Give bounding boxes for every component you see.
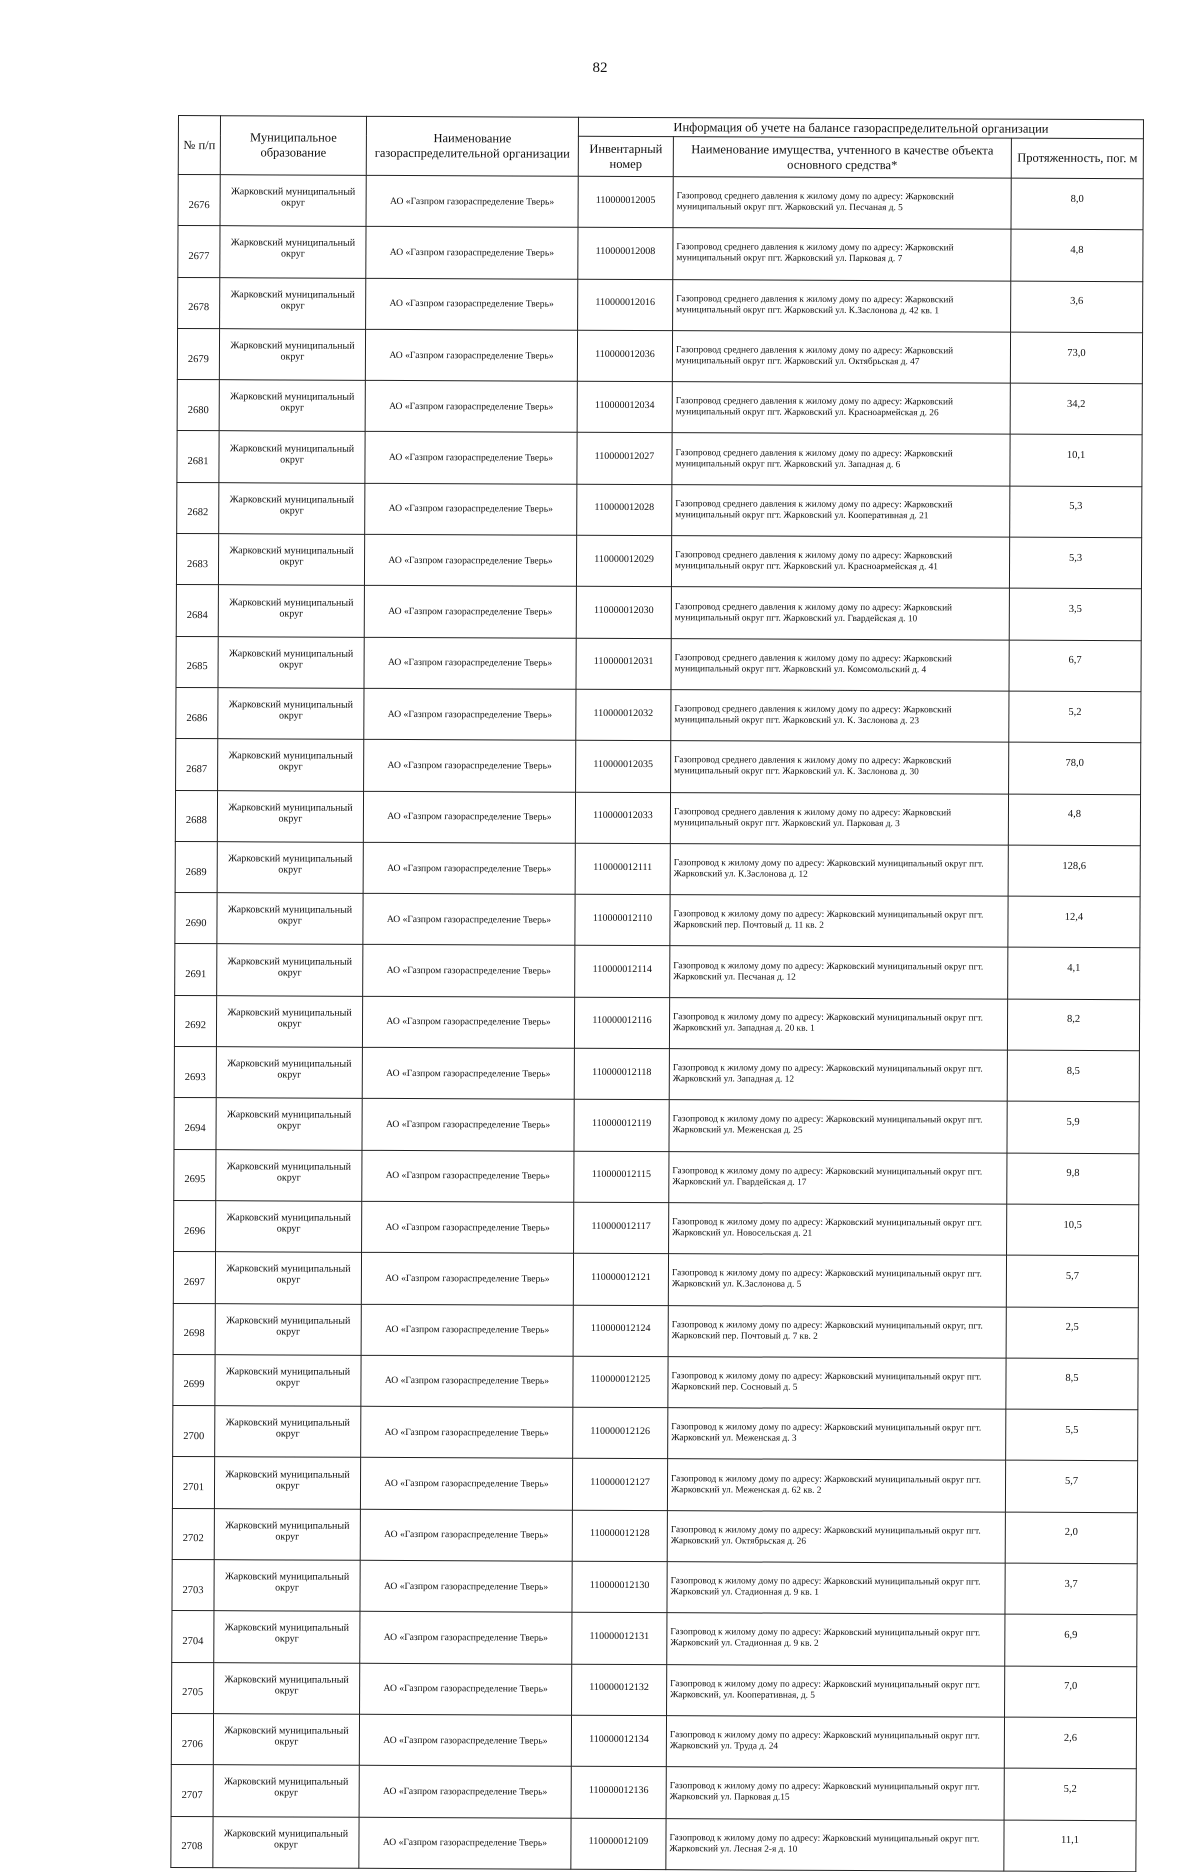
municipality-cell: Жарковский муниципальный округ	[216, 1201, 362, 1253]
header-municipality: Муниципальное образование	[220, 116, 366, 176]
organization-cell: АО «Газпром газораспределение Тверь»	[363, 893, 575, 945]
organization-cell: АО «Газпром газораспределение Тверь»	[363, 791, 575, 843]
length-cell: 11,1	[1004, 1820, 1136, 1872]
length-cell: 5,2	[1009, 691, 1141, 743]
municipality-cell: Жарковский муниципальный округ	[220, 226, 366, 278]
organization-cell: АО «Газпром газораспределение Тверь»	[364, 740, 576, 792]
table-row	[173, 1252, 1138, 1308]
inventory-number-cell: 110000012136	[571, 1766, 666, 1818]
asset-name-cell: Газопровод к жилому дому по адресу: Жарковский муниципальный округ пгт. Жарковский ул. Западная д. 12	[669, 1049, 1007, 1102]
organization-cell: АО «Газпром газораспределение Тверь»	[365, 483, 577, 535]
table-row	[176, 585, 1141, 641]
asset-name-cell: Газопровод к жилому дому по адресу: Жарковский муниципальный округ пгт. Жарковский пер. Сосновый д. 5	[668, 1356, 1006, 1409]
inventory-number-cell: 110000012128	[572, 1510, 667, 1562]
gas-pipeline-table-container	[170, 115, 1143, 1872]
table-row	[173, 1406, 1138, 1462]
organization-cell: АО «Газпром газораспределение Тверь»	[364, 534, 576, 586]
length-cell: 4,1	[1008, 948, 1140, 1000]
asset-name-cell: Газопровод к жилому дому по адресу: Жарковский муниципальный округ пгт. Жарковский ул. Стадионная д. 9 кв. 1	[667, 1562, 1005, 1615]
asset-name-cell: Газопровод среднего давления к жилому дому по адресу: Жарковский муниципальный округ пгт. Жарковский ул. Кооперативная д. 21	[672, 484, 1010, 537]
asset-name-cell: Газопровод среднего давления к жилому дому по адресу: Жарковский муниципальный округ пгт. Жарковский ул. К.Заслонова д. 42 кв. 1	[673, 279, 1011, 332]
municipality-cell: Жарковский муниципальный округ	[213, 1765, 359, 1817]
inventory-number-cell: 110000012029	[576, 535, 671, 587]
length-cell: 3,5	[1009, 589, 1141, 641]
table-header	[178, 116, 1143, 179]
row-number: 2707	[171, 1765, 213, 1816]
inventory-number-cell: 110000012131	[572, 1613, 667, 1665]
inventory-number-cell: 110000012124	[573, 1305, 668, 1357]
organization-cell: АО «Газпром газораспределение Тверь»	[362, 1099, 574, 1151]
table-row	[177, 328, 1142, 384]
table-row	[171, 1713, 1136, 1769]
municipality-cell: Жарковский муниципальный округ	[219, 482, 365, 534]
inventory-number-cell: 110000012033	[575, 792, 670, 844]
organization-cell: АО «Газпром газораспределение Тверь»	[360, 1663, 572, 1715]
asset-name-cell: Газопровод среднего давления к жилому дому по адресу: Жарковский муниципальный округ пгт. Жарковский ул. Красноармейская д. 26	[672, 382, 1010, 435]
header-balance-info: Информация об учете на балансе газораспределительной организации	[578, 117, 1143, 138]
organization-cell: АО «Газпром газораспределение Тверь»	[359, 1766, 571, 1818]
organization-cell: АО «Газпром газораспределение Тверь»	[359, 1714, 571, 1766]
asset-name-cell: Газопровод среднего давления к жилому дому по адресу: Жарковский муниципальный округ пгт. Жарковский ул. Западная д. 6	[672, 433, 1010, 486]
inventory-number-cell: 110000012005	[578, 176, 673, 228]
table-row	[175, 841, 1140, 897]
header-inventory: Инвентарный номер	[578, 136, 673, 176]
inventory-number-cell: 110000012118	[574, 1048, 669, 1100]
table-row	[178, 175, 1143, 231]
length-cell: 5,7	[1006, 1255, 1138, 1307]
row-number: 2678	[178, 277, 220, 328]
length-cell: 5,9	[1007, 1101, 1139, 1153]
page-number: 82	[592, 60, 608, 76]
organization-cell: АО «Газпром газораспределение Тверь»	[359, 1817, 571, 1869]
organization-cell: АО «Газпром газораспределение Тверь»	[360, 1458, 572, 1510]
organization-cell: АО «Газпром газораспределение Тверь»	[361, 1406, 573, 1458]
asset-name-cell: Газопровод среднего давления к жилому дому по адресу: Жарковский муниципальный округ пгт. Жарковский ул. Октябрьская д. 47	[672, 331, 1010, 384]
length-cell: 10,1	[1010, 435, 1142, 487]
table-row	[174, 1149, 1139, 1205]
row-number: 2690	[175, 893, 217, 944]
length-cell: 10,5	[1007, 1204, 1139, 1256]
asset-name-cell: Газопровод среднего давления к жилому дому по адресу: Жарковский муниципальный округ пгт. Жарковский ул. Комсомольский д. 4	[671, 638, 1009, 691]
length-cell: 5,2	[1004, 1768, 1136, 1820]
municipality-cell: Жарковский муниципальный округ	[217, 944, 363, 996]
length-cell: 3,7	[1005, 1563, 1137, 1615]
municipality-cell: Жарковский муниципальный округ	[214, 1662, 360, 1714]
length-cell: 3,6	[1011, 281, 1143, 333]
organization-cell: АО «Газпром газораспределение Тверь»	[363, 842, 575, 894]
length-cell: 5,3	[1010, 486, 1142, 538]
header-asset: Наименование имущества, учтенного в качестве объекта основного средства*	[673, 137, 1011, 178]
asset-name-cell: Газопровод к жилому дому по адресу: Жарковский муниципальный округ пгт. Жарковский ул. Меженская д. 62 кв. 2	[667, 1459, 1005, 1512]
inventory-number-cell: 110000012130	[572, 1561, 667, 1613]
asset-name-cell: Газопровод к жилому дому по адресу: Жарковский муниципальный округ пгт. Жарковский ул. К.Заслонова д. 5	[668, 1254, 1006, 1307]
length-cell: 6,9	[1005, 1614, 1137, 1666]
row-number: 2687	[176, 739, 218, 790]
municipality-cell: Жарковский муниципальный округ	[216, 1098, 362, 1150]
length-cell: 8,0	[1011, 178, 1143, 230]
row-number: 2684	[176, 585, 218, 636]
row-number: 2702	[172, 1508, 214, 1559]
length-cell: 8,5	[1007, 1050, 1139, 1102]
length-cell: 2,5	[1006, 1307, 1138, 1359]
row-number: 2683	[176, 534, 218, 585]
municipality-cell: Жарковский муниципальный округ	[216, 995, 362, 1047]
length-cell: 12,4	[1008, 896, 1140, 948]
table-row	[176, 739, 1141, 795]
inventory-number-cell: 110000012119	[574, 1100, 669, 1152]
header-num: № п/п	[178, 116, 220, 175]
municipality-cell: Жарковский муниципальный округ	[214, 1457, 360, 1509]
municipality-cell: Жарковский муниципальный округ	[220, 277, 366, 329]
length-cell: 4,8	[1011, 229, 1143, 281]
inventory-number-cell: 110000012121	[573, 1253, 668, 1305]
municipality-cell: Жарковский муниципальный округ	[214, 1508, 360, 1560]
municipality-cell: Жарковский муниципальный округ	[219, 431, 365, 483]
organization-cell: АО «Газпром газораспределение Тверь»	[366, 278, 578, 330]
length-cell: 7,0	[1005, 1666, 1137, 1718]
table-body	[171, 175, 1143, 1872]
row-number: 2691	[175, 944, 217, 995]
asset-name-cell: Газопровод к жилому дому по адресу: Жарковский муниципальный округ пгт. Жарковский ул. Новосельская д. 21	[669, 1203, 1007, 1256]
asset-name-cell: Газопровод к жилому дому по адресу: Жарковский муниципальный округ пгт. Жарковский, ул. Кооперативная, д. 5	[667, 1664, 1005, 1717]
row-number: 2696	[174, 1200, 216, 1251]
asset-name-cell: Газопровод к жилому дому по адресу: Жарковский муниципальный округ пгт. Жарковский ул. Западная д. 20 кв. 1	[669, 997, 1007, 1050]
table-row	[175, 944, 1140, 1000]
row-number: 2676	[178, 175, 220, 226]
table-row	[177, 482, 1142, 538]
inventory-number-cell: 110000012115	[574, 1151, 669, 1203]
row-number: 2693	[174, 1047, 216, 1098]
row-number: 2689	[175, 841, 217, 892]
municipality-cell: Жарковский муниципальный округ	[216, 1149, 362, 1201]
organization-cell: АО «Газпром газораспределение Тверь»	[362, 996, 574, 1048]
table-row	[172, 1508, 1137, 1564]
municipality-cell: Жарковский муниципальный округ	[217, 790, 363, 842]
inventory-number-cell: 110000012028	[577, 484, 672, 536]
table-row	[174, 1098, 1139, 1154]
row-number: 2679	[177, 328, 219, 379]
row-number: 2704	[172, 1611, 214, 1662]
row-number: 2708	[171, 1816, 213, 1867]
length-cell: 2,6	[1004, 1717, 1136, 1769]
asset-name-cell: Газопровод среднего давления к жилому дому по адресу: Жарковский муниципальный округ пгт. Жарковский ул. Парковая д. 7	[673, 228, 1011, 281]
organization-cell: АО «Газпром газораспределение Тверь»	[364, 586, 576, 638]
municipality-cell: Жарковский муниципальный округ	[217, 842, 363, 894]
row-number: 2699	[173, 1354, 215, 1405]
municipality-cell: Жарковский муниципальный округ	[217, 893, 363, 945]
asset-name-cell: Газопровод к жилому дому по адресу: Жарковский муниципальный округ пгт. Жарковский ул. Стадионная д. 9 кв. 2	[667, 1613, 1005, 1666]
inventory-number-cell: 110000012016	[578, 279, 673, 331]
asset-name-cell: Газопровод к жилому дому по адресу: Жарковский муниципальный округ пгт. Жарковский ул. Лесная 2-я д. 10	[666, 1818, 1004, 1871]
municipality-cell: Жарковский муниципальный округ	[218, 739, 364, 791]
organization-cell: АО «Газпром газораспределение Тверь»	[365, 432, 577, 484]
table-row	[174, 1200, 1139, 1256]
table-row	[171, 1816, 1136, 1872]
row-number: 2681	[177, 431, 219, 482]
municipality-cell: Жарковский муниципальный округ	[220, 175, 366, 227]
inventory-number-cell: 110000012035	[576, 741, 671, 793]
row-number: 2703	[172, 1560, 214, 1611]
asset-name-cell: Газопровод среднего давления к жилому дому по адресу: Жарковский муниципальный округ пгт. Жарковский ул. Парковая д. 3	[670, 792, 1008, 845]
inventory-number-cell: 110000012027	[577, 433, 672, 485]
inventory-number-cell: 110000012111	[575, 843, 670, 895]
municipality-cell: Жарковский муниципальный округ	[215, 1406, 361, 1458]
table-row	[171, 1765, 1136, 1821]
table-row	[172, 1457, 1137, 1513]
organization-cell: АО «Газпром газораспределение Тверь»	[364, 688, 576, 740]
municipality-cell: Жарковский муниципальный округ	[216, 1047, 362, 1099]
asset-name-cell: Газопровод к жилому дому по адресу: Жарковский муниципальный округ пгт. Жарковский ул. Октябрьская д. 26	[667, 1510, 1005, 1563]
inventory-number-cell: 110000012117	[574, 1202, 669, 1254]
table-row	[177, 380, 1142, 436]
table-row	[172, 1611, 1137, 1667]
municipality-cell: Жарковский муниципальный округ	[213, 1714, 359, 1766]
row-number: 2698	[173, 1303, 215, 1354]
table-row	[173, 1303, 1138, 1359]
row-number: 2695	[174, 1149, 216, 1200]
inventory-number-cell: 110000012126	[573, 1407, 668, 1459]
header-length: Протяженность, пог. м	[1011, 138, 1143, 179]
organization-cell: АО «Газпром газораспределение Тверь»	[365, 381, 577, 433]
length-cell: 34,2	[1010, 383, 1142, 435]
length-cell: 78,0	[1009, 742, 1141, 794]
inventory-number-cell: 110000012132	[572, 1664, 667, 1716]
length-cell: 8,2	[1007, 999, 1139, 1051]
header-organization: Наименование газораспределительной организации	[366, 116, 578, 176]
table-row	[175, 893, 1140, 949]
row-number: 2700	[173, 1406, 215, 1457]
organization-cell: АО «Газпром газораспределение Тверь»	[362, 1047, 574, 1099]
inventory-number-cell: 110000012110	[575, 894, 670, 946]
asset-name-cell: Газопровод к жилому дому по адресу: Жарковский муниципальный округ пгт. Жарковский ул. Меженская д. 25	[669, 1100, 1007, 1153]
inventory-number-cell: 110000012114	[575, 946, 670, 998]
length-cell: 5,7	[1005, 1461, 1137, 1513]
asset-name-cell: Газопровод к жилому дому по адресу: Жарковский муниципальный округ пгт. Жарковский ул. К.Заслонова д. 12	[670, 844, 1008, 897]
row-number: 2692	[174, 995, 216, 1046]
organization-cell: АО «Газпром газораспределение Тверь»	[361, 1355, 573, 1407]
length-cell: 5,5	[1006, 1409, 1138, 1461]
inventory-number-cell: 110000012127	[572, 1459, 667, 1511]
row-number: 2697	[173, 1252, 215, 1303]
row-number: 2685	[176, 636, 218, 687]
municipality-cell: Жарковский муниципальный округ	[218, 534, 364, 586]
organization-cell: АО «Газпром газораспределение Тверь»	[360, 1560, 572, 1612]
asset-name-cell: Газопровод к жилому дому по адресу: Жарковский муниципальный округ пгт. Жарковский ул. Песчаная д. 12	[670, 946, 1008, 999]
municipality-cell: Жарковский муниципальный округ	[213, 1816, 359, 1868]
organization-cell: АО «Газпром газораспределение Тверь»	[366, 227, 578, 279]
organization-cell: АО «Газпром газораспределение Тверь»	[360, 1509, 572, 1561]
inventory-number-cell: 110000012030	[576, 587, 671, 639]
length-cell: 5,3	[1009, 537, 1141, 589]
organization-cell: АО «Газпром газораспределение Тверь»	[361, 1253, 573, 1305]
organization-cell: АО «Газпром газораспределение Тверь»	[366, 175, 578, 227]
table-row	[178, 226, 1143, 282]
row-number: 2682	[177, 482, 219, 533]
row-number: 2686	[176, 687, 218, 738]
organization-cell: АО «Газпром газораспределение Тверь»	[362, 1150, 574, 1202]
table-row	[177, 431, 1142, 487]
inventory-number-cell: 110000012008	[578, 228, 673, 280]
municipality-cell: Жарковский муниципальный округ	[215, 1252, 361, 1304]
row-number: 2677	[178, 226, 220, 277]
table-row	[172, 1560, 1137, 1616]
length-cell: 9,8	[1007, 1153, 1139, 1205]
asset-name-cell: Газопровод среднего давления к жилому дому по адресу: Жарковский муниципальный округ пгт. Жарковский ул. Песчаная д. 5	[673, 177, 1011, 230]
organization-cell: АО «Газпром газораспределение Тверь»	[361, 1304, 573, 1356]
asset-name-cell: Газопровод среднего давления к жилому дому по адресу: Жарковский муниципальный округ пгт. Жарковский ул. Гвардейская д. 10	[671, 587, 1009, 640]
municipality-cell: Жарковский муниципальный округ	[218, 636, 364, 688]
row-number: 2688	[175, 790, 217, 841]
table-row	[178, 277, 1143, 333]
asset-name-cell: Газопровод к жилому дому по адресу: Жарковский муниципальный округ пгт. Жарковский ул. Парковая д.15	[666, 1767, 1004, 1820]
table-row	[176, 687, 1141, 743]
municipality-cell: Жарковский муниципальный округ	[218, 688, 364, 740]
inventory-number-cell: 110000012031	[576, 638, 671, 690]
asset-name-cell: Газопровод к жилому дому по адресу: Жарковский муниципальный округ пгт. Жарковский ул. Меженская д. 3	[668, 1408, 1006, 1461]
municipality-cell: Жарковский муниципальный округ	[219, 329, 365, 381]
asset-name-cell: Газопровод к жилому дому по адресу: Жарковский муниципальный округ пгт. Жарковский пер. Почтовый д. 11 кв. 2	[670, 895, 1008, 948]
table-row	[176, 534, 1141, 590]
row-number: 2705	[172, 1662, 214, 1713]
row-number: 2706	[171, 1713, 213, 1764]
asset-name-cell: Газопровод к жилому дому по адресу: Жарковский муниципальный округ пгт. Жарковский ул. Труда д. 24	[666, 1716, 1004, 1769]
municipality-cell: Жарковский муниципальный округ	[215, 1355, 361, 1407]
table-row	[176, 636, 1141, 692]
municipality-cell: Жарковский муниципальный округ	[214, 1560, 360, 1612]
municipality-cell: Жарковский муниципальный округ	[214, 1611, 360, 1663]
inventory-number-cell: 110000012134	[571, 1715, 666, 1767]
organization-cell: АО «Газпром газораспределение Тверь»	[365, 329, 577, 381]
inventory-number-cell: 110000012109	[571, 1818, 666, 1870]
inventory-number-cell: 110000012034	[577, 381, 672, 433]
table-row	[173, 1354, 1138, 1410]
table-row	[174, 995, 1139, 1051]
municipality-cell: Жарковский муниципальный округ	[219, 380, 365, 432]
asset-name-cell: Газопровод среднего давления к жилому дому по адресу: Жарковский муниципальный округ пгт. Жарковский ул. Красноармейская д. 41	[671, 536, 1009, 589]
length-cell: 4,8	[1008, 794, 1140, 846]
table-row	[172, 1662, 1137, 1718]
organization-cell: АО «Газпром газораспределение Тверь»	[364, 637, 576, 689]
asset-name-cell: Газопровод к жилому дому по адресу: Жарковский муниципальный округ пгт. Жарковский ул. Гвардейская д. 17	[669, 1151, 1007, 1204]
asset-name-cell: Газопровод среднего давления к жилому дому по адресу: Жарковский муниципальный округ пгт. Жарковский ул. К. Заслонова д. 23	[671, 690, 1009, 743]
organization-cell: АО «Газпром газораспределение Тверь»	[362, 1201, 574, 1253]
table-row	[174, 1047, 1139, 1103]
row-number: 2694	[174, 1098, 216, 1149]
table-row	[175, 790, 1140, 846]
asset-name-cell: Газопровод среднего давления к жилому дому по адресу: Жарковский муниципальный округ пгт. Жарковский ул. К. Заслонова д. 30	[671, 741, 1009, 794]
row-number: 2701	[172, 1457, 214, 1508]
length-cell: 2,0	[1005, 1512, 1137, 1564]
inventory-number-cell: 110000012125	[573, 1356, 668, 1408]
inventory-number-cell: 110000012036	[577, 330, 672, 382]
length-cell: 128,6	[1008, 845, 1140, 897]
asset-name-cell: Газопровод к жилому дому по адресу: Жарковский муниципальный округ, пгт. Жарковский пер. Почтовый д. 7 кв. 2	[668, 1305, 1006, 1358]
organization-cell: АО «Газпром газораспределение Тверь»	[360, 1612, 572, 1664]
row-number: 2680	[177, 380, 219, 431]
length-cell: 6,7	[1009, 640, 1141, 692]
organization-cell: АО «Газпром газораспределение Тверь»	[363, 945, 575, 997]
inventory-number-cell: 110000012116	[574, 997, 669, 1049]
municipality-cell: Жарковский муниципальный округ	[218, 585, 364, 637]
length-cell: 73,0	[1010, 332, 1142, 384]
municipality-cell: Жарковский муниципальный округ	[215, 1303, 361, 1355]
length-cell: 8,5	[1006, 1358, 1138, 1410]
inventory-number-cell: 110000012032	[576, 689, 671, 741]
gas-pipeline-table	[170, 115, 1144, 1872]
